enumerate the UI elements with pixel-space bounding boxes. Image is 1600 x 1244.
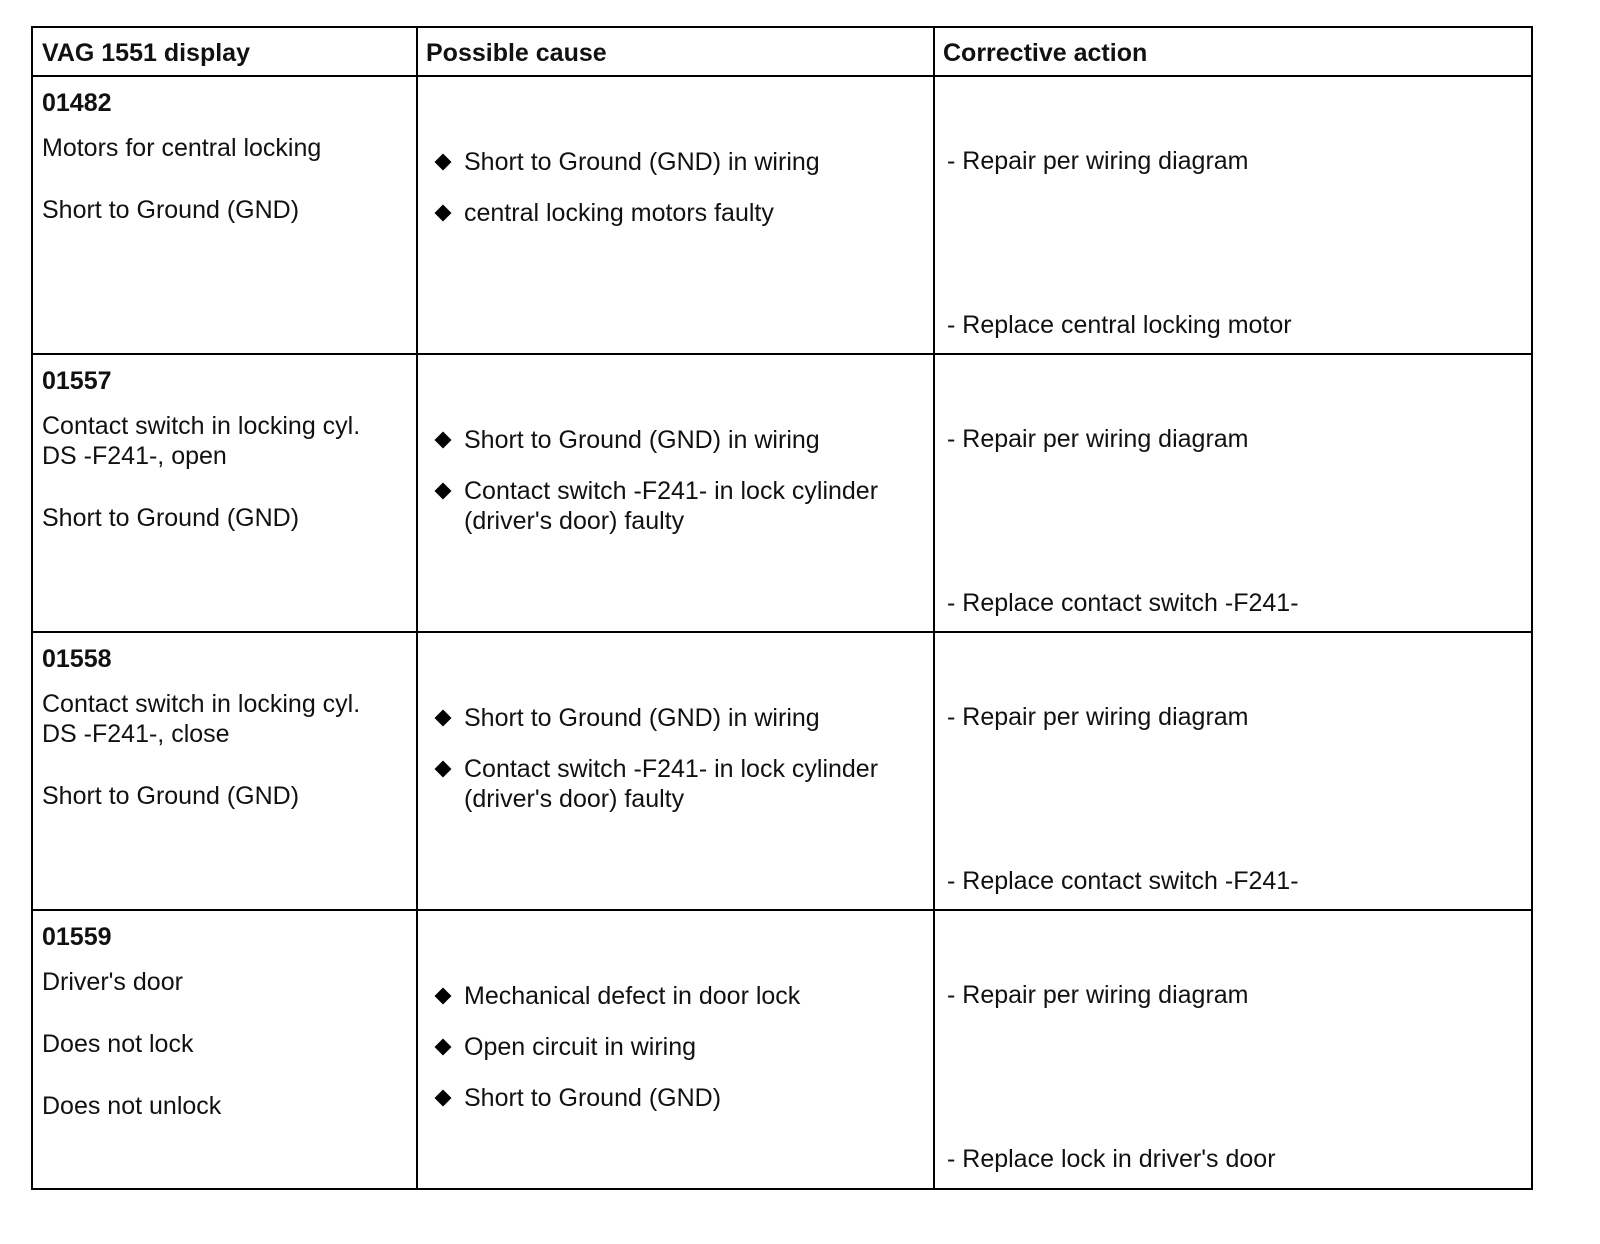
- cause-item: Short to Ground (GND) in wiring: [464, 426, 820, 454]
- action-item: - Repair per wiring diagram: [947, 425, 1249, 453]
- cause-item: Short to Ground (GND) in wiring: [464, 704, 820, 732]
- action-item: - Repair per wiring diagram: [947, 703, 1249, 731]
- bullet-icon: [435, 710, 452, 727]
- cause-item: Contact switch -F241- in lock cylinder (driver's door) faulty: [464, 755, 879, 813]
- table-row: [33, 77, 1531, 355]
- display-text: Does not lock: [42, 1030, 194, 1058]
- table-header: [33, 28, 1531, 77]
- fault-code: 01558: [42, 645, 112, 673]
- table-row: [33, 633, 1531, 911]
- display-text: Contact switch in locking cyl. DS -F241-, close: [42, 690, 361, 748]
- bullet-icon: [435, 1039, 452, 1056]
- cause-item: Short to Ground (GND) in wiring: [464, 148, 820, 176]
- cause-item: Open circuit in wiring: [464, 1033, 697, 1061]
- action-item: - Replace contact switch -F241-: [947, 867, 1299, 895]
- bullet-icon: [435, 483, 452, 500]
- display-text: Contact switch in locking cyl. DS -F241-, open: [42, 412, 361, 470]
- display-text: Short to Ground (GND): [42, 504, 300, 532]
- display-text: Short to Ground (GND): [42, 196, 300, 224]
- bullet-icon: [435, 432, 452, 449]
- display-text: Driver's door: [42, 968, 183, 996]
- action-item: - Replace lock in driver's door: [947, 1145, 1276, 1173]
- table-row: [33, 355, 1531, 633]
- cause-item: Short to Ground (GND): [464, 1084, 722, 1112]
- display-text: Short to Ground (GND): [42, 782, 300, 810]
- header-cause: Possible cause: [426, 39, 607, 67]
- bullet-icon: [435, 988, 452, 1005]
- action-item: - Replace central locking motor: [947, 311, 1292, 339]
- fault-code: 01482: [42, 89, 112, 117]
- display-text: Motors for central locking: [42, 134, 322, 162]
- display-text: Does not unlock: [42, 1092, 222, 1120]
- header-display: VAG 1551 display: [42, 39, 250, 67]
- action-item: - Replace contact switch -F241-: [947, 589, 1299, 617]
- cause-item: Contact switch -F241- in lock cylinder (driver's door) faulty: [464, 477, 879, 535]
- fault-code: 01557: [42, 367, 112, 395]
- action-item: - Repair per wiring diagram: [947, 981, 1249, 1009]
- bullet-icon: [435, 154, 452, 171]
- fault-code-table: [31, 26, 1533, 1190]
- bullet-icon: [435, 205, 452, 222]
- header-action: Corrective action: [943, 39, 1148, 67]
- cause-item: Mechanical defect in door lock: [464, 982, 801, 1010]
- cause-item: central locking motors faulty: [464, 199, 774, 227]
- table-row: [33, 911, 1531, 1188]
- action-item: - Repair per wiring diagram: [947, 147, 1249, 175]
- bullet-icon: [435, 1090, 452, 1107]
- fault-code: 01559: [42, 923, 112, 951]
- bullet-icon: [435, 761, 452, 778]
